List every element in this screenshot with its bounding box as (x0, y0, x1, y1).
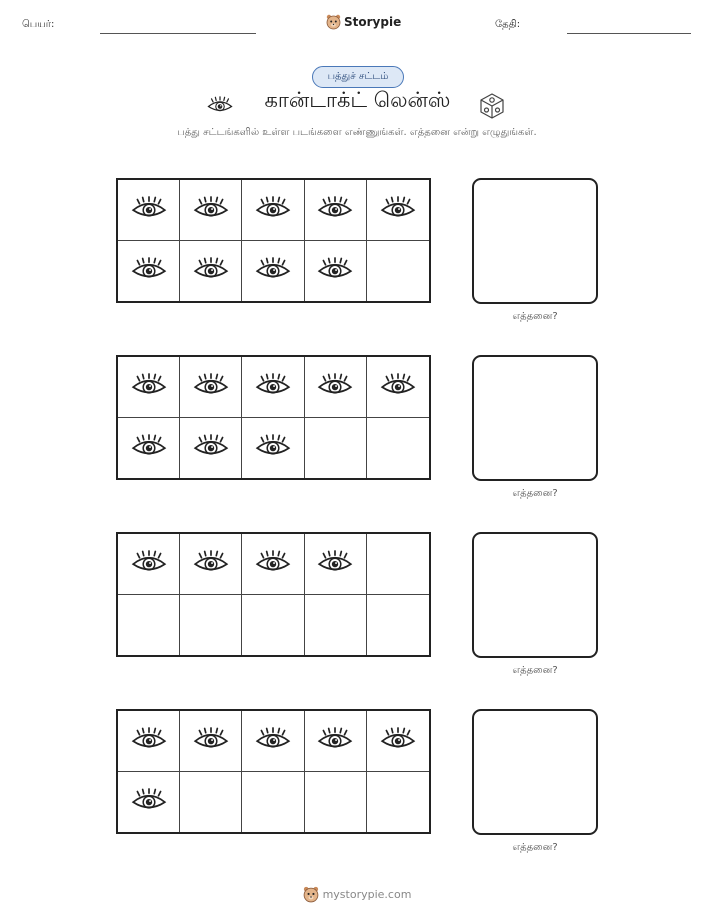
frame-cell (118, 241, 180, 302)
frame-cell (367, 418, 429, 479)
how-many-label: எத்தனை? (512, 488, 558, 499)
eye-icon (206, 95, 234, 115)
eye-icon (130, 786, 168, 818)
eye-icon (130, 725, 168, 757)
frame-cell (180, 357, 242, 418)
eye-icon (254, 194, 292, 226)
footer (0, 886, 714, 903)
page-title: கான்டாக்ட் லென்ஸ் (264, 88, 451, 112)
frame-cell (242, 180, 304, 241)
frame-cell (242, 772, 304, 833)
bear-logo-icon (326, 14, 341, 30)
frame-cell (118, 180, 180, 241)
frame-cell (180, 595, 242, 656)
name-label: பெயர்: (22, 19, 55, 30)
frame-cell (305, 534, 367, 595)
eye-icon (316, 194, 354, 226)
frame-cell (305, 241, 367, 302)
frame-cell (242, 241, 304, 302)
frame-cell (180, 180, 242, 241)
answer-box-1[interactable] (472, 178, 598, 304)
name-line[interactable] (100, 33, 256, 34)
eye-icon (316, 725, 354, 757)
eye-icon (130, 371, 168, 403)
frame-cell (118, 711, 180, 772)
frame-cell (367, 241, 429, 302)
eye-icon (316, 548, 354, 580)
brand-logo (326, 14, 401, 30)
date-line[interactable] (567, 33, 691, 34)
frame-cell (305, 357, 367, 418)
eye-icon (192, 194, 230, 226)
ten-frame-2 (116, 355, 431, 480)
frame-cell (180, 418, 242, 479)
eye-icon (316, 255, 354, 287)
eye-icon (254, 255, 292, 287)
eye-icon (254, 725, 292, 757)
ten-frame-4 (116, 709, 431, 834)
instructions: பத்து சட்டங்களில் உள்ள படங்களை எண்ணுங்கள். எத்தனை என்று எழுதுங்கள். (177, 127, 537, 138)
frame-cell (118, 772, 180, 833)
eye-icon (130, 548, 168, 580)
bear-footer-icon (303, 886, 319, 903)
frame-cell (180, 534, 242, 595)
frame-cell (305, 595, 367, 656)
frame-cell (242, 357, 304, 418)
ten-frame-1 (116, 178, 431, 303)
eye-icon (192, 371, 230, 403)
frame-cell (305, 418, 367, 479)
how-many-label: எத்தனை? (512, 665, 558, 676)
frame-cell (367, 357, 429, 418)
eye-icon (192, 548, 230, 580)
eye-icon (130, 194, 168, 226)
frame-cell (242, 418, 304, 479)
frame-cell (180, 711, 242, 772)
answer-box-2[interactable] (472, 355, 598, 481)
eye-icon (130, 255, 168, 287)
eye-icon (254, 371, 292, 403)
cube-icon (478, 92, 506, 120)
how-many-label: எத்தனை? (512, 842, 558, 853)
eye-icon (379, 194, 417, 226)
frame-cell (242, 711, 304, 772)
footer-url[interactable]: mystorypie.com (322, 888, 412, 901)
answer-box-4[interactable] (472, 709, 598, 835)
frame-cell (242, 595, 304, 656)
eye-icon (254, 432, 292, 464)
eye-icon (379, 725, 417, 757)
eye-icon (316, 371, 354, 403)
frame-cell (118, 357, 180, 418)
eye-icon (379, 371, 417, 403)
how-many-label: எத்தனை? (512, 311, 558, 322)
frame-cell (367, 711, 429, 772)
frame-cell (367, 534, 429, 595)
frame-cell (180, 241, 242, 302)
frame-cell (367, 772, 429, 833)
frame-cell (242, 534, 304, 595)
frame-cell (367, 180, 429, 241)
frame-cell (367, 595, 429, 656)
frame-cell (305, 711, 367, 772)
eye-icon (192, 725, 230, 757)
eye-icon (192, 432, 230, 464)
eye-icon (192, 255, 230, 287)
frame-cell (118, 534, 180, 595)
frame-cell (305, 772, 367, 833)
frame-cell (180, 772, 242, 833)
eye-icon (254, 548, 292, 580)
eye-icon (130, 432, 168, 464)
frame-cell (305, 180, 367, 241)
answer-box-3[interactable] (472, 532, 598, 658)
date-label: தேதி: (495, 19, 521, 30)
worksheet-tag: பத்துச் சட்டம் (312, 66, 404, 88)
brand-name: Storypie (344, 15, 402, 29)
frame-cell (118, 418, 180, 479)
ten-frame-3 (116, 532, 431, 657)
frame-cell (118, 595, 180, 656)
